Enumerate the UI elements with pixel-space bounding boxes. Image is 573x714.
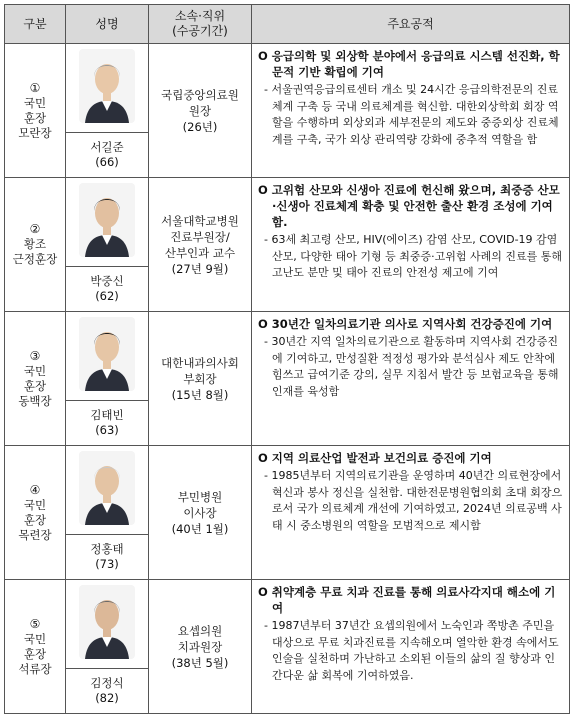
award-category-line: 훈장 [23, 110, 47, 125]
award-category-line: 목련장 [18, 527, 52, 542]
name-cell [66, 133, 149, 178]
achievement-detail: - 30년간 지역 일차의료기관으로 활동하며 지역사회 건강증진에 기여하고, 만성질환 적정성 평가와 분석심사 제도 안착에 힘쓰고 급여기준 강의, 실무 지침서 발간 등 보험교육을 통해 인재를 육성함 [264, 335, 559, 398]
person-age: (82) [95, 691, 119, 705]
person-name: 서길준 [90, 140, 124, 154]
table-row [5, 446, 570, 535]
person-age: (62) [95, 289, 119, 303]
position-cell [149, 44, 252, 178]
row-number: ④ [29, 482, 41, 497]
photo-cell [66, 178, 149, 267]
position-line: 대한내과의사회 [161, 355, 239, 370]
position-cell [149, 312, 252, 446]
position-line: 요셉의원 [177, 623, 223, 638]
achievement-detail: - 1985년부터 지역의료기관을 운영하며 40년간 의료현장에서 혁신과 봉사 정신을 실천함. 대한전문병원협의회 초대 회장으로서 국가 의료체계 개선에 기여하였고, 2024년 의료공백 사태 시 중소병원의 역할을 모범적으로 제시함 [264, 469, 563, 532]
award-category-line: 모란장 [18, 125, 52, 140]
row-number: ③ [29, 348, 41, 363]
award-category-line: 훈장 [23, 512, 47, 527]
position-line: (38년 5월) [171, 655, 229, 670]
award-category-line: 훈장 [23, 646, 47, 661]
table-row [5, 580, 570, 669]
portrait-photo [79, 451, 135, 525]
position-line: 부회장 [183, 371, 217, 386]
position-line: 진료부원장/ [170, 229, 230, 244]
row-number: ⑤ [29, 616, 41, 631]
award-category-line: 국민 [23, 95, 47, 110]
award-category [5, 312, 66, 446]
award-category-line: 훈장 [23, 378, 47, 393]
person-age: (73) [95, 557, 119, 571]
photo-cell [66, 312, 149, 401]
award-category-line: 근정훈장 [12, 252, 58, 266]
award-category-line: 동백장 [18, 393, 52, 408]
table-row [5, 178, 570, 267]
portrait-photo [79, 183, 135, 257]
award-category [5, 446, 66, 580]
name-cell [66, 401, 149, 446]
achievement-cell [252, 580, 570, 714]
person-age: (66) [95, 155, 119, 169]
achievement-cell [252, 44, 570, 178]
achievement-headline: O 응급의학 및 외상학 분야에서 응급의료 시스템 선진화, 학문적 기반 확립에 기여 [258, 49, 560, 79]
person-name: 박중신 [90, 274, 124, 288]
position-line: 국립중앙의료원 [161, 87, 239, 102]
achievement-detail: - 63세 최고령 산모, HIV(에이즈) 감염 산모, COVID-19 감염 산모, 다양한 태아 기형 등 최중증·고위험 사례의 진료를 통해 고난도 분만 및 태아 진료의 안전성 제고에 기여 [264, 233, 562, 279]
table-row [5, 44, 570, 133]
header-position-line2: (수공기간) [172, 24, 228, 38]
position-line: 치과원장 [177, 639, 223, 654]
header-achievements: 주요공적 [252, 5, 570, 44]
award-category-line: 석류장 [18, 661, 52, 676]
achievement-detail: - 서울권역응급의료센터 개소 및 24시간 응급의학전문의 진료체계 구축 등 국내 의료체계를 혁신함. 대한외상학회 회장 역할을 수행하며 외상외과 세부전문의 제도와 중증외상 진료체계를 구축, 국가 외상 관리역량 강화에 중추적 역할을 함 [264, 83, 559, 146]
position-cell [149, 580, 252, 714]
position-line: (40년 1월) [171, 521, 229, 536]
person-age: (63) [95, 423, 119, 437]
position-line: (15년 8월) [171, 387, 229, 402]
photo-cell [66, 446, 149, 535]
position-cell [149, 178, 252, 312]
header-name: 성명 [66, 5, 149, 44]
position-line: 이사장 [183, 505, 217, 520]
achievement-cell [252, 178, 570, 312]
name-cell [66, 267, 149, 312]
award-category-line: 국민 [23, 497, 47, 512]
position-cell [149, 446, 252, 580]
achievement-headline: O 취약계층 무료 치과 진료를 통해 의료사각지대 해소에 기여 [258, 585, 556, 615]
award-category-line: 국민 [23, 363, 47, 378]
table-row [5, 312, 570, 401]
position-line: 서울대학교병원 [161, 213, 239, 228]
person-name: 김정식 [90, 676, 124, 690]
photo-cell [66, 580, 149, 669]
position-line: (26년) [182, 119, 218, 134]
header-row [5, 5, 570, 44]
award-category [5, 44, 66, 178]
header-category: 구분 [5, 5, 66, 44]
position-line: 부민병원 [177, 489, 223, 504]
award-category-line: 국민 [23, 631, 47, 646]
row-number: ① [29, 80, 41, 95]
person-name: 김태빈 [90, 408, 124, 422]
name-cell [66, 669, 149, 714]
row-number: ② [29, 222, 41, 236]
position-line: 원장 [188, 103, 212, 118]
name-cell [66, 535, 149, 580]
achievement-cell [252, 446, 570, 580]
achievement-cell [252, 312, 570, 446]
position-line: 산부인과 교수 [164, 245, 236, 260]
header-position-line1: 소속·직위 [174, 9, 226, 23]
header-position [149, 5, 252, 44]
position-line: (27년 9월) [171, 261, 229, 276]
achievement-headline: O 30년간 일차의료기관 의사로 지역사회 건강증진에 기여 [258, 317, 553, 331]
award-category-line: 황조 [23, 237, 47, 251]
photo-cell [66, 44, 149, 133]
achievement-headline: O 고위험 산모와 신생아 진료에 헌신해 왔으며, 최중증 산모·신생아 진료체계 확충 및 안전한 출산 환경 조성에 기여함. [258, 183, 560, 229]
achievement-headline: O 지역 의료산업 발전과 보건의료 증진에 기여 [258, 451, 492, 465]
award-table [4, 4, 570, 714]
award-category [5, 178, 66, 312]
portrait-photo [79, 585, 135, 659]
award-category [5, 580, 66, 714]
portrait-photo [79, 317, 135, 391]
portrait-photo [79, 49, 135, 123]
person-name: 정홍태 [90, 542, 124, 556]
achievement-detail: - 1987년부터 37년간 요셉의원에서 노숙인과 쪽방촌 주민을 대상으로 무료 치과진료를 지속해오며 열악한 환경 속에서도 인술을 실천하며 가난하고 소외된 이들의 삶의 질 향상과 인간다운 삶 회복에 기여하였음. [264, 619, 559, 682]
